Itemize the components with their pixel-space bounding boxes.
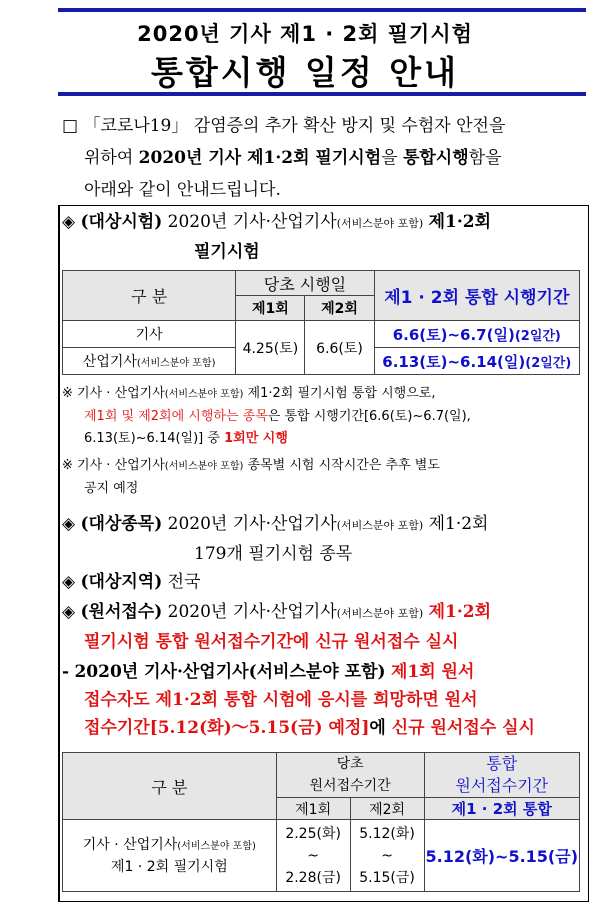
header-round-2-app: 제2회 xyxy=(350,798,424,820)
checkbox-bullet-icon: □ xyxy=(62,116,79,136)
diamond-bullet-icon: ◈ xyxy=(62,572,76,592)
intro-line-2: 위하여 2020년 기사 제1·2회 필기시험을 통합시행함을 xyxy=(84,148,502,168)
round-2-application: 5.12(화) ~ 5.15(금) xyxy=(350,820,424,892)
page-title: 통합시행 일정 안내 xyxy=(150,53,459,92)
round-1-date: 4.25(토) xyxy=(236,321,305,375)
row-gisa: 기사 xyxy=(63,321,236,348)
intro-line-3: 아래와 같이 안내드립니다. xyxy=(84,180,281,200)
diamond-bullet-icon: ◈ xyxy=(62,602,76,622)
sanup-gisa-period: 6.13(토)~6.14(일)(2일간) xyxy=(374,348,579,375)
header-integrated-period: 제1 · 2회 통합 시행기간 xyxy=(374,271,579,321)
title-top-rule xyxy=(58,8,586,12)
header-round-1: 제1회 xyxy=(236,296,305,321)
gisa-period: 6.6(토)~6.7(일)(2일간) xyxy=(374,321,579,348)
application-section: ◈ (원서접수) 2020년 기사·산업기사(서비스분야 포함) 제1·2회 필기시험 통합 원서접수기간에 신규 원서접수 실시 xyxy=(62,602,491,652)
header-integrated-application: 통합 원서접수기간 xyxy=(424,753,579,798)
intro-paragraph xyxy=(62,110,582,206)
header-round-2: 제2회 xyxy=(305,296,374,321)
header-gubun-2: 구 분 xyxy=(63,753,277,820)
diamond-bullet-icon: ◈ xyxy=(62,212,76,232)
round-2-date: 6.6(토) xyxy=(305,321,374,375)
application-table xyxy=(62,752,580,892)
header-original-date: 당초 시행일 xyxy=(236,271,374,296)
integrated-application-period: 5.12(화)~5.15(금) xyxy=(424,820,579,892)
diamond-bullet-icon: ◈ xyxy=(62,514,76,534)
target-region-section: ◈ (대상지역) 전국 xyxy=(62,572,201,592)
note-start-time: ※ 기사 · 산업기사(서비스분야 포함) 종목별 시험 시작시간은 추후 별도 공지 예정 xyxy=(62,458,440,496)
round-1-application: 2.25(화) ~ 2.28(금) xyxy=(276,820,350,892)
header-round-1-app: 제1회 xyxy=(276,798,350,820)
page-subtitle: 2020년 기사 제1 · 2회 필기시험 xyxy=(137,22,473,46)
row-sanup-gisa: 산업기사(서비스분야 포함) xyxy=(63,348,236,375)
row-exam-name: 기사 · 산업기사(서비스분야 포함) 제1 · 2회 필기시험 xyxy=(63,820,277,892)
note-integrated-schedule: ※ 기사 · 산업기사(서비스분야 포함) 제1·2회 필기시험 통합 시행으로, 제1회 및 제2회에 시행하는 종목은 통합 시행기간[6.6(토)~6.7(일), 6.13(토)~6.14(일)] 중 1회만 시행 xyxy=(62,386,471,446)
intro-line-1: 「코로나19」 감염증의 추가 확산 방지 및 수험자 안전을 xyxy=(83,116,506,136)
application-note: - 2020년 기사·산업기사(서비스분야 포함) 제1회 원서 접수자도 제1·2회 통합 시험에 응시를 희망하면 원서 접수기간[5.12(화)～5.15(금) 예정]에 신규 원서접수 실시 xyxy=(62,662,535,738)
target-exam-section: ◈ (대상시험) 2020년 기사·산업기사(서비스분야 포함) 제1·2회 필기시험 xyxy=(62,212,491,262)
header-integrated-rounds: 제1 · 2회 통합 xyxy=(424,798,579,820)
target-subjects-section: ◈ (대상종목) 2020년 기사·산업기사(서비스분야 포함) 제1·2회 179개 필기시험 종목 xyxy=(62,514,489,564)
header-original-application: 당초 원서접수기간 xyxy=(276,753,424,798)
schedule-table xyxy=(62,270,580,375)
header-gubun: 구 분 xyxy=(63,271,236,321)
title-bottom-rule xyxy=(58,92,586,96)
